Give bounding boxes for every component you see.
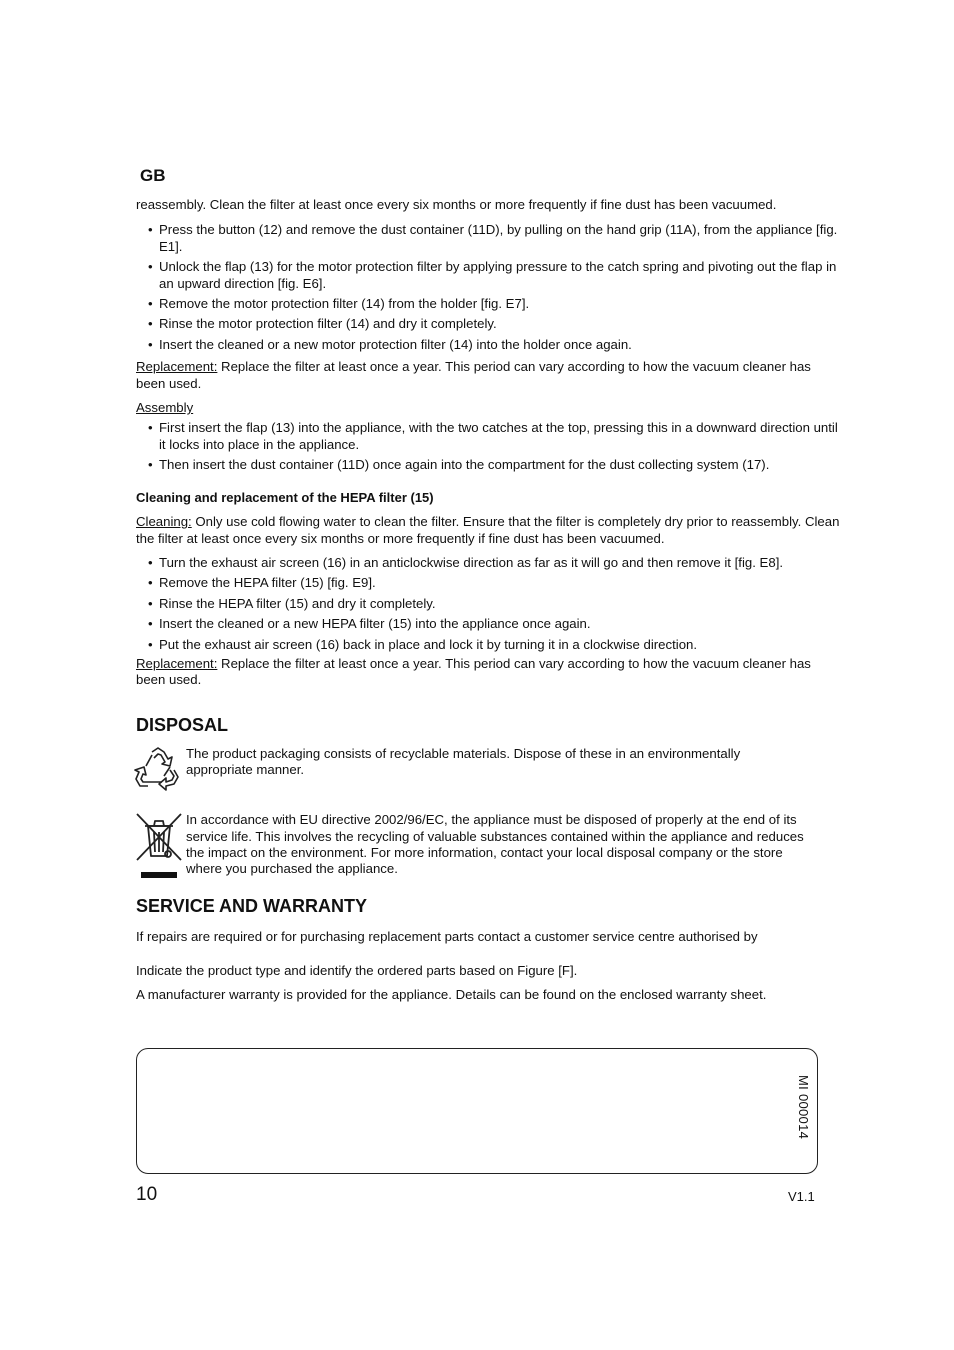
replacement-text: Replace the filter at least once a year. This period can vary according to how the vacuum cleaner has been used. [136,359,811,391]
hepa-heading: Cleaning and replacement of the HEPA filter (15) [136,489,434,505]
packaging-text: The product packaging consists of recyclable materials. Dispose of these in an environmentally appropriate manner. [186,745,741,778]
intro-paragraph: reassembly. Clean the filter at least once every six months or more frequently if fine dust has been vacuumed. [136,197,777,212]
assembly-steps [136,420,840,473]
packaging-disposal-row [136,746,840,796]
cleaning-text: Only use cold flowing water to clean the filter. Ensure that the filter is completely dry prior to reassembly. Clean the filter at least once every six months or more frequently if fine dust has been vacuumed. [136,514,840,546]
list-item: • Insert the cleaned or a new HEPA filter (15) into the appliance once again. [136,616,840,632]
recycle-icon [134,746,186,796]
replacement-label: Replacement: [136,359,218,375]
language-code: GB [140,166,166,185]
weee-text: In accordance with EU directive 2002/96/EC, the appliance must be disposed of properly at the end of its service life. This involves the recycling of valuable substances contained within the appliance and reduces the impact on the environment. For more information, contact your local disposal company or the store where you purchased the appliance. [186,812,804,877]
list-item: • Rinse the HEPA filter (15) and dry it completely. [136,596,840,612]
list-item: • Put the exhaust air screen (16) back in place and lock it by turning it in a clockwise direction. [136,637,840,653]
hepa-steps [136,555,840,653]
list-item: • Turn the exhaust air screen (16) in an anticlockwise direction as far as it will go and then remove it [fig. E8]. [136,555,840,571]
service-heading: SERVICE AND WARRANTY [136,895,368,916]
replacement-label: Replacement: [136,655,218,671]
page-number: 10 [136,1184,158,1205]
crossed-bin-icon [134,812,186,886]
list-item: • Remove the motor protection filter (14) from the holder [fig. E7]. [136,296,840,312]
list-item: • First insert the flap (13) into the appliance, with the two catches at the top, pressing this in a downward direction until it locks into place in the appliance. [136,420,840,453]
address-box [136,1048,818,1174]
list-item: • Press the button (12) and remove the dust container (11D), by pulling on the hand grip (11A), from the appliance [fig. E1]. [136,222,840,255]
list-item: • Then insert the dust container (11D) once again into the compartment for the dust collecting system (17). [136,457,840,473]
list-item: • Unlock the flap (13) for the motor protection filter by applying pressure to the catch spring and pivoting out the flap in an upward direction [fig. E6]. [136,259,840,292]
assembly-label: Assembly [136,400,194,416]
cleaning-label: Cleaning: [136,514,192,530]
replacement-text: Replace the filter at least once a year. This period can vary according to how the vacuum cleaner has been used. [136,655,811,688]
replacement-paragraph [136,359,840,392]
service-paragraph-3: A manufacturer warranty is provided for the appliance. Details can be found on the enclosed warranty sheet. [136,987,767,1003]
version-label: V1.1 [788,1189,815,1204]
disposal-heading: DISPOSAL [136,714,229,735]
hepa-replacement-paragraph [136,656,840,689]
list-item: • Rinse the motor protection filter (14) and dry it completely. [136,316,840,332]
cleaning-paragraph [136,514,840,547]
service-paragraph-2: Indicate the product type and identify the ordered parts based on Figure [F]. [136,962,578,978]
page-content [136,197,840,1004]
motor-filter-steps [136,222,840,353]
service-paragraph-1: If repairs are required or for purchasing replacement parts contact a customer service centre authorised by [136,928,758,944]
weee-disposal-row [136,812,840,886]
list-item: • Remove the HEPA filter (15) [fig. E9]. [136,575,840,591]
document-code: MI 000014 [796,1075,811,1140]
list-item: • Insert the cleaned or a new motor protection filter (14) into the holder once again. [136,337,840,353]
